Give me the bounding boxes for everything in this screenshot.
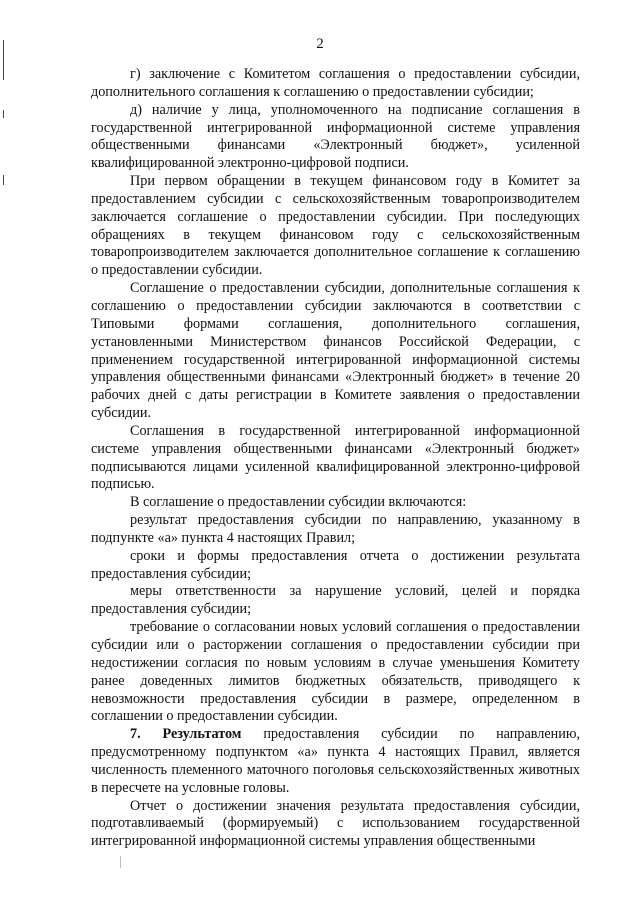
paragraph-item-d: д) наличие у лица, уполномоченного на подписание соглашения в государственной интегрированной информационной системе управления общественными финансами «Электронный бюджет», усиленной квалифицированной электронно-цифровой подписи. — [91, 101, 580, 172]
paragraph-report: Отчет о достижении значения результата предоставления субсидии, подготавливаемый (формируемый) с использованием государственной интегрированной информационной системы управления общественными — [91, 797, 580, 850]
paragraph-agreement-includes: В соглашение о предоставлении субсидии включаются: — [130, 494, 467, 511]
margin-mark — [3, 110, 4, 118]
item-7-text: предоставления субсидии по направлению, предусмотренному подпунктом «а» пункта 4 настоящих Правил, является численность племенного маточного поголовья сельскохозяйственных животных в пересчете на условные головы. — [91, 726, 580, 796]
paragraph-reporting-terms: сроки и формы предоставления отчета о достижении результата предоставления субсидии; — [91, 547, 580, 582]
paragraph-responsibility: меры ответственности за нарушение условий, целей и порядка предоставления субсидии; — [91, 583, 580, 618]
paragraph-first-appeal: При первом обращении в текущем финансовом году в Комитет за предоставлением субсидии с сельскохозяйственным товаропроизводителем заключается соглашение о предоставлении субсидии. При последующих обращениях в текущем финансовом году с сельскохозяйственным товаропроизводителем заключается дополнительное соглашение к соглашению о предоставлении субсидии. — [91, 173, 580, 279]
page-number: 2 — [316, 36, 324, 52]
document-body — [91, 66, 580, 851]
margin-mark — [3, 175, 4, 185]
paragraph-agreement-conclusion: Соглашение о предоставлении субсидии, дополнительные соглашения к соглашению о предоставлении субсидии заключаются в соответствии с Типовыми формами соглашения, дополнительного соглашения, установленными Министерством финансов Российской Федерации, с применением государственной интегрированной информационной системы управления общественными финансами «Электронный бюджет» в течение 20 рабочих дней с даты регистрации в Комитете заявления о предоставлении субсидии. — [91, 280, 580, 422]
paragraph-requirement: требование о согласовании новых условий соглашения о предоставлении субсидии или о расторжении соглашения о предоставлении субсидии при недостижении согласия по новым условиям в случае уменьшения Комитету ранее доведенных лимитов бюджетных обязательств, приводящего к невозможности предоставления субсидии в размере, определенном в соглашении о предоставлении субсидии. — [91, 619, 580, 725]
paragraph-item-7 — [91, 726, 580, 797]
paragraph-item-g: г) заключение с Комитетом соглашения о предоставлении субсидии, дополнительного соглашения к соглашению о предоставлении субсидии; — [91, 66, 580, 100]
paragraph-agreement-signing: Соглашения в государственной интегрированной информационной системе управления общественными финансами «Электронный бюджет» подписываются лицами усиленной квалифицированной электронно-цифровой подписью. — [91, 422, 580, 493]
item-7-lead: 7. Результатом — [130, 726, 242, 743]
scan-artifact — [120, 856, 121, 868]
paragraph-result: результат предоставления субсидии по направлению, указанному в подпункте «а» пункта 4 настоящих Правил; — [91, 512, 580, 546]
